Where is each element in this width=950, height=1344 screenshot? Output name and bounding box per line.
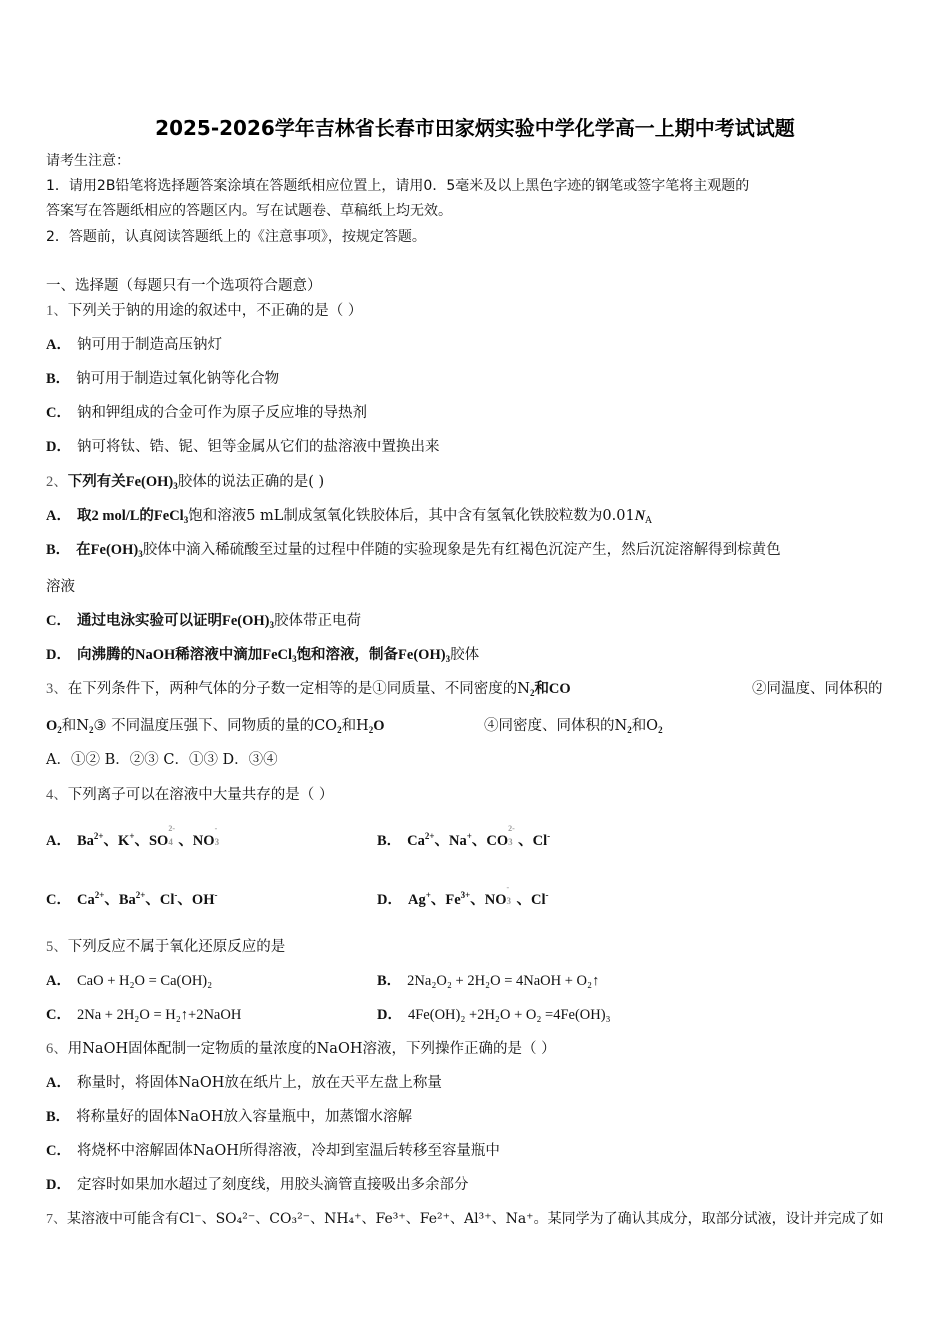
charge: 2+ [135,890,146,900]
notice-item-1-line-1: 1．请用2B铅笔将选择题答案涂填在答题纸相应位置上，请用0．5毫米及以上黑色字迹的钢笔或签字笔将主观题的 [46,178,750,194]
charge: + [129,831,135,841]
question-4-option-b [377,824,551,852]
option-text: 将烧杯中溶解固体NaOH所得溶液，冷却到室温后转移至容量瓶中 [76,1143,500,1159]
ion: 、Na [434,833,467,849]
charge: + [466,831,472,841]
option-text: 饱和溶液5 mL制成氢氧化铁胶体后，其中含有氢氧化铁胶粒数为0.01 [188,508,635,524]
ion: 、Fe [430,892,461,908]
option-label: A． [46,833,71,849]
charge: - [506,883,510,892]
page-title: 2025-2026学年吉林省长春市田家炳实验中学化学高一上期中考试试题 [155,116,795,140]
option-label: C． [46,892,71,908]
question-text: 下列离子可以在溶液中大量共存的是（ ） [67,787,334,803]
subscript: 2 [57,725,62,735]
option-text: 称量时，将固体NaOH放在纸片上，放在天平左盘上称量 [76,1075,442,1091]
formula: O [373,718,385,734]
equation: 2Na₂O₂ + 2H₂O = 4NaOH + O₂↑ [407,973,600,989]
option-text: 胶体中滴入稀硫酸至过量的过程中伴随的实验现象是先有红褐色沉淀产生，然后沉淀溶解得到棕黄色 [142,542,781,558]
question-2-stem [46,472,324,492]
question-number: 6、 [46,1041,68,1057]
subscript: 3 [508,837,513,847]
question-3-answers: A．①② B．②③ C．①③ D．③④ [46,752,278,768]
question-5-option-c [46,1005,241,1025]
option-text: 饱和溶液，制备Fe(OH) [296,647,446,663]
ion: Ca [76,892,95,908]
question-text: ③ 不同温度压强下、同物质的量的CO [93,718,338,734]
equation: 4Fe(OH)₂ +2H₂O + O₂ =4Fe(OH)₃ [407,1007,611,1023]
option-text: 钠可用于制造过氧化钠等化合物 [76,371,280,387]
question-6-option-b [46,1107,412,1127]
option-label: B． [377,973,402,989]
option-label: C． [46,1007,71,1023]
equation: 2Na + 2H₂O = H₂↑+2NaOH [76,1007,242,1023]
question-6-option-a [46,1073,442,1093]
ion: 、K [103,833,130,849]
stacked-charge [168,824,178,852]
question-2-option-c [46,611,361,631]
ion: 、NO [470,892,507,908]
question-3-stem-line-1 [46,679,571,699]
question-3-condition-2: ②同温度、同体积的 [752,681,883,697]
ion: 、OH [177,892,215,908]
stacked-charge [506,883,517,911]
question-1-option-d [46,437,439,457]
ion: Ca [407,833,425,849]
formula: O [46,718,58,734]
subscript: 3 [292,654,297,664]
option-text: 通过电泳实验可以证明Fe(OH) [76,613,270,629]
avogadro-symbol: N [634,508,646,524]
option-text: 向沸腾的NaOH稀溶液中滴加FeCl [76,647,293,663]
question-text: 在下列条件下，两种气体的分子数一定相等的是①同质量、不同密度的N [67,681,530,697]
question-5-option-b [377,971,599,991]
option-label: B． [46,542,71,558]
option-label: C． [46,613,71,629]
question-7-stem [46,1209,884,1230]
question-4-option-c [46,890,217,910]
question-1-option-c [46,403,367,423]
subscript: 2 [88,725,94,735]
charge: + [425,890,431,900]
ion: 、CO [471,833,509,849]
option-label: A． [46,337,71,353]
option-label: D． [46,647,71,663]
charge: 3+ [460,890,471,900]
ion: 、Cl [518,833,548,849]
option-label: A． [46,973,71,989]
option-label: C． [46,405,71,421]
option-label: A． [46,1075,71,1091]
option-label: C． [46,1143,71,1159]
question-3-condition-4 [484,716,663,736]
charge: - [174,890,178,900]
subscript: 3 [269,620,274,630]
subscript: 2 [337,725,342,735]
stacked-charge [214,824,225,852]
subscript: 3 [214,837,220,847]
option-text: 定容时如果加水超过了刻度线，用胶头滴管直接吸出多余部分 [76,1177,469,1193]
charge: 2+ [93,831,104,841]
option-text: 钠和钾组成的合金可作为原子反应堆的导热剂 [76,405,367,421]
question-text: 某溶液中可能含有Cl⁻、SO₄²⁻、CO₃²⁻、NH₄⁺、Fe³⁺、Fe²⁺、Al³⁺、Na⁺。某同学为了确认其成分，取部分试液，设计并完成了如 [67,1211,884,1227]
option-text: 钠可用于制造高压钠灯 [76,337,222,353]
option-text: 胶体带正电荷 [274,613,361,629]
charge: - [547,831,551,841]
option-label: A． [46,508,71,524]
ion: 、Cl [516,892,546,908]
option-label: D． [377,892,402,908]
subscript: 3 [506,896,512,906]
question-6-stem [46,1039,556,1059]
charge: - [214,890,218,900]
question-6-option-d [46,1175,468,1195]
question-text: 下列关于钠的用途的叙述中，不正确的是（ ） [67,303,363,319]
option-text: 将称量好的固体NaOH放入容量瓶中，加蒸馏水溶解 [76,1109,413,1125]
subscript: 2 [627,725,632,735]
stacked-charge [508,824,518,852]
formula: 和N [61,718,89,734]
question-3-stem-line-2 [46,716,385,736]
formula: 和H [341,718,369,734]
question-text: 用NaOH固体配制一定物质的量浓度的NaOH溶液，下列操作正确的是（ ） [67,1041,556,1057]
question-number: 3、 [46,681,68,697]
question-number: 1、 [46,303,68,319]
equation: CaO + H₂O = Ca(OH)₂ [76,973,213,989]
question-text: 和CO [534,681,571,697]
charge: - [545,890,549,900]
question-1-option-a [46,335,222,355]
question-2-option-a [46,506,652,526]
question-2-option-d [46,645,479,665]
question-number: 2、 [46,474,68,490]
question-number: 5、 [46,939,68,955]
notice-heading: 请考生注意： [46,153,130,169]
option-text: 在Fe(OH) [76,542,139,558]
formula: 和O [631,718,659,734]
option-label: D． [46,439,71,455]
subscript: 4 [168,837,173,847]
option-label: B． [46,371,71,387]
option-text: 胶体 [450,647,480,663]
subscript: A [645,516,652,526]
subscript: 3 [138,549,143,559]
question-number: 4、 [46,787,68,803]
subscript: 3 [173,481,178,491]
question-4-option-d [377,883,549,911]
question-1-stem [46,301,362,321]
option-label: B． [46,1109,71,1125]
subscript: 3 [445,654,451,664]
option-label: B． [377,833,402,849]
subscript: 2 [529,688,535,698]
notice-item-1-line-2: 答案写在答题纸相应的答题区内。写在试题卷、草稿纸上均无效。 [46,203,452,219]
subscript: 2 [658,725,663,735]
ion: 、Ba [104,892,136,908]
question-number: 7、 [46,1212,67,1227]
question-5-option-a [46,971,212,991]
notice-item-2: 2．答题前，认真阅读答题纸上的《注意事项》，按规定答题。 [46,229,426,245]
subscript: 3 [183,515,189,525]
charge: 2- [168,824,175,833]
question-6-option-c [46,1141,500,1161]
question-1-option-b [46,369,279,389]
question-5-stem [46,937,285,957]
question-2-option-b-continued: 溶液 [46,579,75,595]
question-text: 下列有关Fe(OH) [67,474,174,490]
charge: 2+ [94,890,105,900]
charge: 2- [508,824,515,833]
ion: 、NO [178,833,215,849]
option-text: 取2 mol/L的FeCl [76,508,184,524]
section-heading: 一、选择题（每题只有一个选项符合题意） [46,278,322,294]
question-5-option-d [377,1005,611,1025]
option-label: D． [377,1007,402,1023]
subscript: 2 [368,725,374,735]
charge: - [214,824,218,833]
question-4-stem [46,785,333,805]
charge: 2+ [424,831,435,841]
question-2-option-b [46,540,781,560]
ion: Ag [407,892,426,908]
ion: 、SO [134,833,169,849]
ion: Ba [76,833,94,849]
option-label: D． [46,1177,71,1193]
question-text: 胶体的说法正确的是( ) [177,474,325,490]
question-4-option-a [46,824,225,852]
question-text: 下列反应不属于氧化还原反应的是 [67,939,286,955]
question-text: ④同密度、同体积的N [484,718,628,734]
option-text: 钠可将钛、锆、铌、钽等金属从它们的盐溶液中置换出来 [76,439,440,455]
ion: 、Cl [145,892,175,908]
